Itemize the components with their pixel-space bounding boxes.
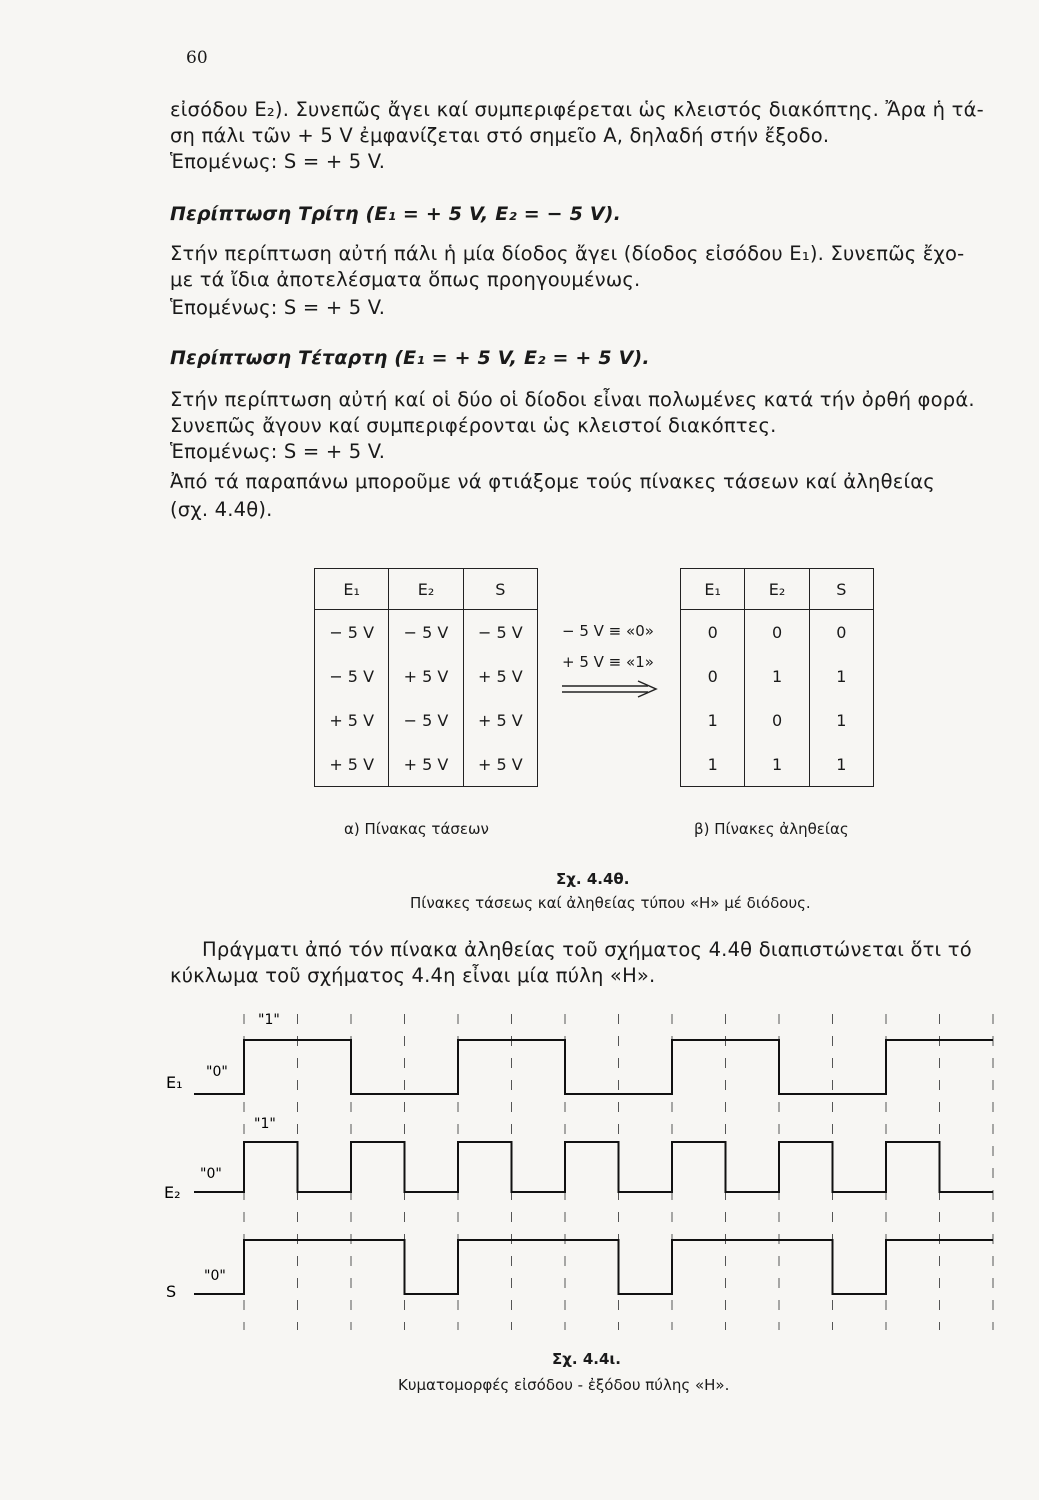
e1-high-level-label: "1": [258, 1012, 280, 1028]
table-cell: 1: [809, 698, 873, 742]
e2-waveform: [194, 1142, 993, 1192]
table-cell: + 5 V: [463, 698, 537, 742]
table-header: S: [463, 569, 537, 610]
paragraph-line: (σχ. 4.4θ).: [170, 498, 273, 521]
table-header: E₁: [681, 569, 745, 610]
figure-label: Σχ. 4.4ι.: [552, 1350, 621, 1368]
table-cell: − 5 V: [315, 610, 389, 655]
s-waveform: [194, 1240, 993, 1294]
table-header: E₂: [745, 569, 809, 610]
e2-low-level-label: "0": [200, 1166, 222, 1182]
table-cell: 0: [745, 698, 809, 742]
paragraph-line: Ἑπομένως: S = + 5 V.: [170, 150, 386, 173]
e1-waveform: [194, 1040, 993, 1094]
table-cell: 0: [681, 654, 745, 698]
table-header: E₁: [315, 569, 389, 610]
table-cell: + 5 V: [315, 742, 389, 787]
table-cell: 1: [809, 742, 873, 787]
table-cell: 1: [745, 654, 809, 698]
table-cell: − 5 V: [389, 610, 463, 655]
table-cell: + 5 V: [389, 742, 463, 787]
s-label: S: [166, 1282, 177, 1301]
paragraph-line: ση πάλι τῶν + 5 V ἐμφανίζεται στό σημεῖο A, δηλαδή στήν ἔξοδο.: [170, 124, 830, 147]
e1-low-level-label: "0": [206, 1064, 228, 1080]
voltage-table-caption: α) Πίνακας τάσεων: [344, 820, 489, 838]
figure-label: Σχ. 4.4θ.: [556, 870, 630, 888]
mapping-high: + 5 V ≡ «1»: [562, 653, 654, 671]
voltage-table: [314, 568, 538, 787]
paragraph-line: κύκλωμα τοῦ σχήματος 4.4η εἶναι μία πύλη «H».: [170, 964, 656, 987]
table-cell: 0: [745, 610, 809, 655]
paragraph-line: Συνεπῶς ἄγουν καί συμπεριφέρονται ὡς κλειστοί διακόπτες.: [170, 414, 777, 437]
figure-caption: Κυματομορφές εἰσόδου - ἐξόδου πύλης «H».: [398, 1376, 730, 1394]
e2-label: E₂: [164, 1183, 181, 1202]
table-cell: + 5 V: [463, 742, 537, 787]
truth-table-caption: β) Πίνακες ἀληθείας: [694, 820, 849, 838]
table-cell: 1: [809, 654, 873, 698]
table-header: S: [809, 569, 873, 610]
table-cell: 0: [809, 610, 873, 655]
e2-high-level-label: "1": [254, 1116, 276, 1132]
paragraph-line: Στήν περίπτωση αὐτή πάλι ἡ μία δίοδος ἄγει (δίοδος εἰσόδου E₁). Συνεπῶς ἔχο-: [170, 242, 965, 265]
paragraph-line: Ἑπομένως: S = + 5 V.: [170, 296, 386, 319]
page-number: 60: [186, 48, 208, 68]
table-cell: − 5 V: [389, 698, 463, 742]
double-arrow-icon: [560, 680, 660, 700]
table-cell: 0: [681, 610, 745, 655]
truth-table: [680, 568, 874, 787]
e1-label: E₁: [166, 1073, 183, 1092]
paragraph-line: εἰσόδου E₂). Συνεπῶς ἄγει καί συμπεριφέρεται ὡς κλειστός διακόπτης. Ἄρα ἡ τά-: [170, 98, 984, 121]
paragraph-line: Ἑπομένως: S = + 5 V.: [170, 440, 386, 463]
case4-heading: Περίπτωση Τέταρτη (E₁ = + 5 V, E₂ = + 5 V).: [170, 347, 650, 369]
table-cell: + 5 V: [463, 654, 537, 698]
table-cell: 1: [681, 742, 745, 787]
figure-caption: Πίνακες τάσεως καί ἀληθείας τύπου «H» μέ διόδους.: [410, 894, 811, 912]
table-cell: − 5 V: [315, 654, 389, 698]
paragraph-line: Ἀπό τά παραπάνω μποροῦμε νά φτιάξομε τούς πίνακες τάσεων καί ἀληθείας: [170, 470, 935, 493]
table-cell: 1: [745, 742, 809, 787]
paragraph-line: Πράγματι ἀπό τόν πίνακα ἀληθείας τοῦ σχήματος 4.4θ διαπιστώνεται ὅτι τό: [202, 938, 972, 961]
s-low-level-label: "0": [204, 1268, 226, 1284]
paragraph-line: Στήν περίπτωση αὐτή καί οἱ δύο οἱ δίοδοι εἶναι πολωμένες κατά τήν ὀρθή φορά.: [170, 388, 975, 411]
case3-heading: Περίπτωση Τρίτη (E₁ = + 5 V, E₂ = − 5 V).: [170, 203, 622, 225]
mapping-low: − 5 V ≡ «0»: [562, 622, 654, 640]
table-cell: 1: [681, 698, 745, 742]
table-header: E₂: [389, 569, 463, 610]
table-cell: + 5 V: [389, 654, 463, 698]
table-cell: − 5 V: [463, 610, 537, 655]
table-cell: + 5 V: [315, 698, 389, 742]
waveform-diagram: [0, 1000, 1039, 1340]
paragraph-line: με τά ἴδια ἀποτελέσματα ὅπως προηγουμένως.: [170, 268, 641, 291]
